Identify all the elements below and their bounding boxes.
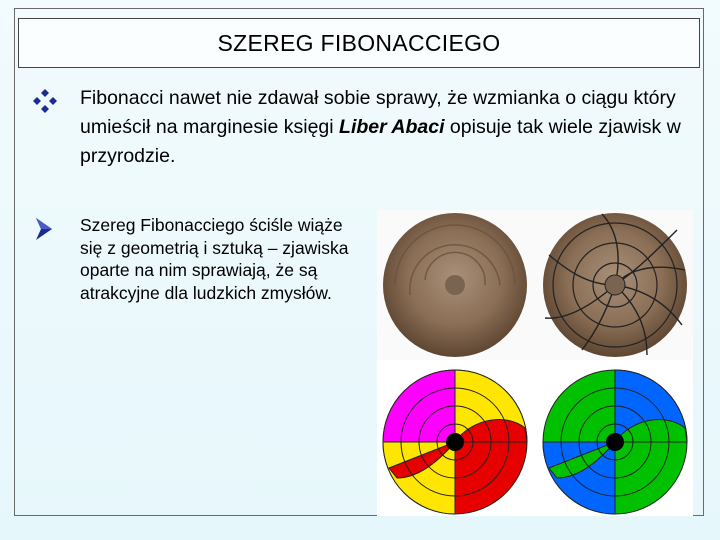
spiral-diagram-right xyxy=(543,370,687,514)
pinecone-photos xyxy=(377,210,693,360)
bullet-1-text: Fibonacci nawet nie zdawał sobie sprawy, że wzmianka o ciągu który umieścił na marginesie księgi Liber Abaci opisuje tak wiele zjawisk w przyrodzie. xyxy=(80,87,681,167)
slide-title-text: SZEREG FIBONACCIEGO xyxy=(217,29,501,56)
arrowhead-bullet-icon xyxy=(30,216,60,242)
bullet-2 xyxy=(30,214,350,304)
spiral-diagram-left xyxy=(383,370,527,514)
colored-spiral-diagrams xyxy=(377,368,693,516)
bullet-2-text: Szereg Fibonacciego ściśle wiąże się z geometrią i sztuką – zjawiska oparte na nim sprawiają, że są atrakcyjne dla ludzkich zmysłów. xyxy=(80,215,349,303)
four-diamond-bullet-icon xyxy=(30,88,60,114)
slide-title xyxy=(18,18,700,68)
pinecone-photo-right xyxy=(543,213,687,357)
pinecone-photo-left xyxy=(383,213,527,357)
book-title-emphasis: Liber Abaci xyxy=(339,116,445,138)
bullet-1 xyxy=(30,86,690,171)
pinecone-illustration xyxy=(377,210,693,516)
